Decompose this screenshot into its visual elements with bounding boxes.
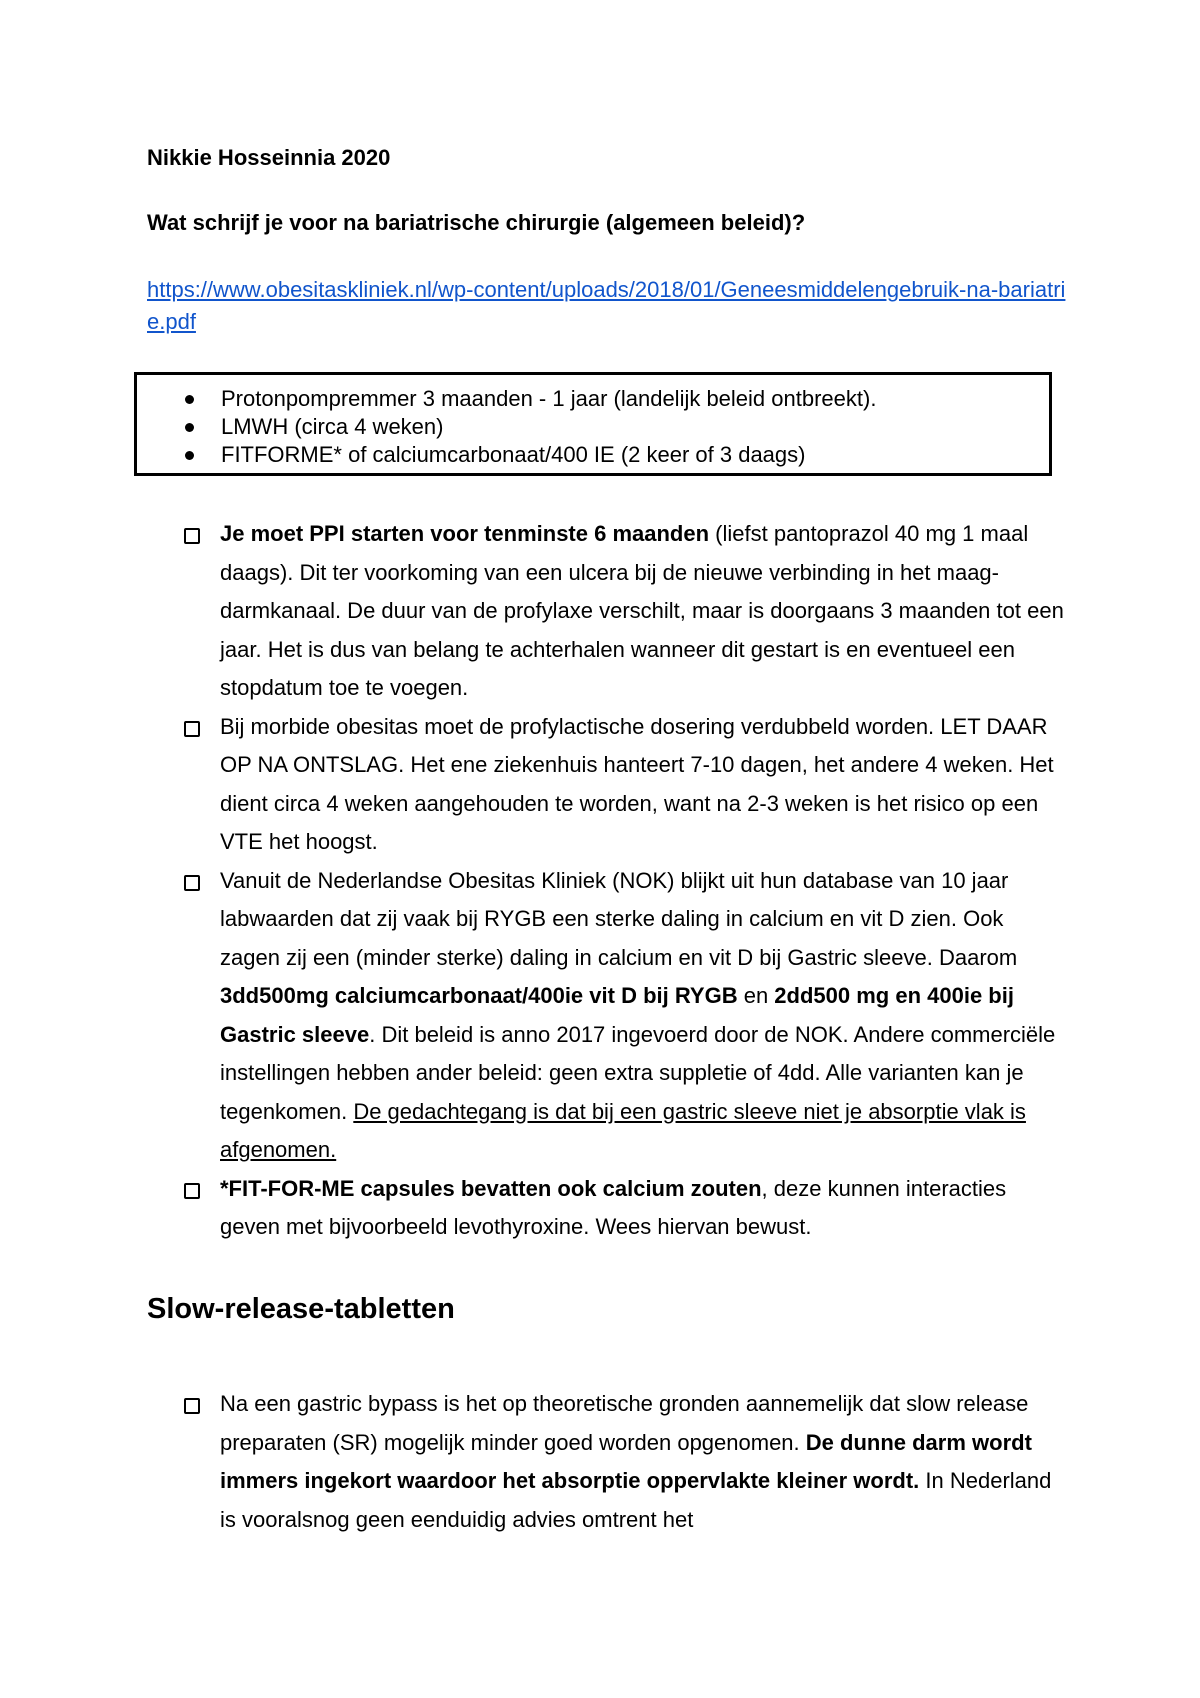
question-heading: Wat schrijf je voor na bariatrische chirurgie (algemeen beleid)? bbox=[147, 210, 806, 235]
summary-box bbox=[134, 372, 1052, 476]
bullet-icon bbox=[185, 395, 194, 404]
checkbox-icon[interactable] bbox=[184, 721, 200, 737]
fitforme-text: , deze kunnen interacties geven met bijvoorbeeld levothyroxine. Wees hiervan bewust. bbox=[220, 1175, 1007, 1239]
checklist-item-ppi bbox=[184, 515, 1064, 708]
checklist-item-lmwh bbox=[184, 708, 1064, 862]
rygb-dose-bold: 3dd500mg calciumcarbonaat/400ie vit D bij RYGB bbox=[220, 983, 738, 1008]
checkbox-icon[interactable] bbox=[184, 875, 200, 891]
underlined-note: De gedachtegang is dat bij een gastric sleeve niet je absorptie vlak is afgenomen. bbox=[220, 1098, 1026, 1162]
checklist-item-slow-release: Na een gastric bypass is het op theoretische gronden aannemelijk dat slow release preparaten (SR) mogelijk minder goed worden opgenomen. De dunne darm wordt immers ingekort waardoor het absorptie oppervlakte kleiner wordt. In Nederland is vooralsnog geen eenduidig advies omtrent het bbox=[184, 1385, 1064, 1539]
checkbox-icon[interactable] bbox=[184, 528, 200, 544]
checklist-item-fitforme bbox=[184, 1170, 1064, 1247]
section-heading-slow-release: Slow-release-tabletten bbox=[147, 1293, 455, 1325]
ppi-bold-text: Je moet PPI starten voor tenminste 6 maanden bbox=[220, 521, 710, 546]
summary-item-ppi: Protonpompremmer 3 maanden - 1 jaar (landelijk beleid ontbreekt). bbox=[137, 385, 1049, 413]
bullet-icon bbox=[185, 451, 194, 460]
bullet-icon bbox=[185, 423, 194, 432]
source-link[interactable]: https://www.obesitaskliniek.nl/wp-content/uploads/2018/01/Geneesmiddelengebruik-na-bariatrie.pdf bbox=[147, 277, 1066, 334]
advice-checklist bbox=[184, 515, 1064, 1247]
fitforme-bold-text: *FIT-FOR-ME capsules bevatten ook calcium zouten bbox=[220, 1175, 762, 1201]
ppi-text: (liefst pantoprazol 40 mg 1 maal daags). Dit ter voorkoming van een ulcera bij de nieuwe verbinding in het maag-darmkanaal. De duur van de profylaxe verschilt, maar is doorgaans 3 maanden tot een jaar. Het is dus van belang te achterhalen wanneer dit gestart is en eventueel een stopdatum toe te voegen. bbox=[220, 521, 1064, 700]
sleeve-dose-bold: 2dd500 mg en 400ie bij Gastric sleeve bbox=[220, 983, 1014, 1047]
author-line: Nikkie Hosseinnia 2020 bbox=[147, 145, 391, 170]
lmwh-text: Bij morbide obesitas moet de profylactische dosering verdubbeld worden. LET DAAR OP NA ONTSLAG. Het ene ziekenhuis hanteert 7-10 dagen, het andere 4 weken. Het dient circa 4 weken aangehouden te worden, want na 2-3 weken is het risico op een VTE het hoogst. bbox=[220, 713, 1054, 854]
slow-release-bold: De dunne darm wordt immers ingekort waardoor het absorptie oppervlakte kleiner wordt. bbox=[220, 1429, 1032, 1493]
summary-item-calcium: FITFORME* of calciumcarbonaat/400 IE (2 keer of 3 daags) bbox=[137, 441, 1049, 469]
summary-item-lmwh: LMWH (circa 4 weken) bbox=[137, 413, 1049, 441]
summary-list bbox=[137, 375, 1049, 469]
slow-release-checklist bbox=[184, 1385, 1064, 1539]
checklist-item-calcium: Vanuit de Nederlandse Obesitas Kliniek (NOK) blijkt uit hun database van 10 jaar labwaarden dat zij vaak bij RYGB een sterke daling in calcium en vit D zien. Ook zagen zij een (minder sterke) daling in calcium en vit D bij Gastric sleeve. Daarom 3dd500mg calciumcarbonaat/400ie vit D bij RYGB en 2dd500 mg en 400ie bij Gastric sleeve. Dit beleid is anno 2017 ingevoerd door de NOK. Andere commerciële instellingen hebben ander beleid: geen extra suppletie of 4dd. Alle varianten kan je tegenkomen. De gedachtegang is dat bij een gastric sleeve niet je absorptie vlak is afgenomen. bbox=[184, 862, 1064, 1170]
checkbox-icon[interactable] bbox=[184, 1398, 200, 1414]
checkbox-icon[interactable] bbox=[184, 1183, 200, 1199]
